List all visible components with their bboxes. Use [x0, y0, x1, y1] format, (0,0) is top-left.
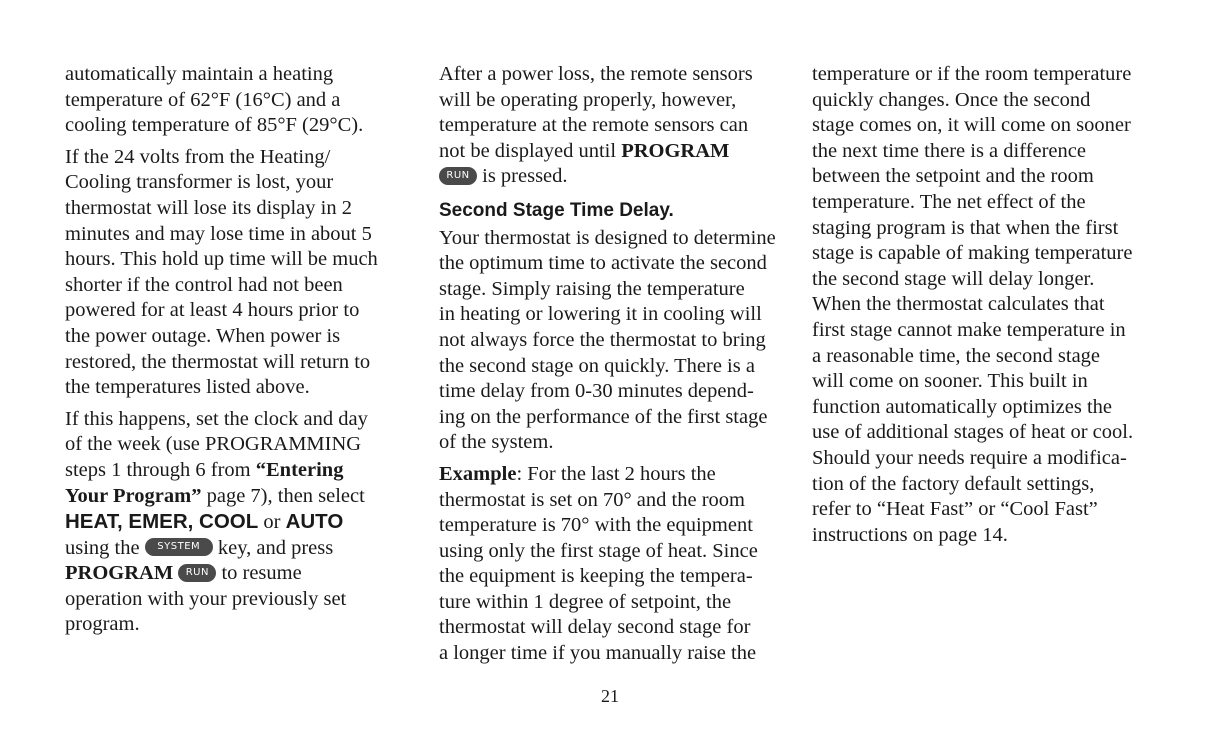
text-line: temperature is 70° with the equipment — [439, 514, 753, 537]
text-line: not always force the thermostat to bring — [439, 328, 766, 351]
text-line: temperature. The net effect of the — [812, 190, 1086, 213]
text-line: If this happens, set the clock and day — [65, 407, 368, 430]
text-line: temperature of 62°F (16°C) and a — [65, 88, 341, 111]
section-reference: “Entering — [255, 458, 344, 481]
column-right — [812, 62, 1172, 548]
text-run: is pressed. — [477, 165, 568, 188]
text-line: of the week (use PROGRAMMING — [65, 433, 362, 456]
text-line — [65, 509, 405, 536]
text-run: or — [258, 511, 286, 534]
text-line: thermostat is set on 70° and the room — [439, 488, 745, 511]
text-run: not be displayed until — [439, 139, 622, 162]
column-middle — [439, 62, 789, 667]
text-line: first stage cannot make temperature in — [812, 318, 1126, 341]
text-line — [65, 536, 405, 562]
text-line: Cooling transformer is lost, your — [65, 171, 334, 194]
text-line: using only the first stage of heat. Since — [439, 539, 758, 562]
text-run: using the — [65, 536, 145, 559]
text-line: Should your needs require a modifica- — [812, 446, 1127, 469]
paragraph-power-loss — [65, 145, 405, 401]
paragraph-reset-clock — [65, 407, 405, 638]
text-line — [439, 139, 789, 165]
text-line: After a power loss, the remote sensors — [439, 63, 753, 85]
text-line: tion of the factory default settings, — [812, 472, 1095, 495]
paragraph-stage-delay — [439, 226, 789, 456]
text-line: a reasonable time, the second stage — [812, 344, 1101, 367]
text-line: thermostat will lose its display in 2 — [65, 196, 352, 219]
text-line: the second stage will delay longer. — [812, 267, 1095, 290]
text-line: use of additional stages of heat or cool. — [812, 421, 1134, 444]
text-line — [439, 462, 789, 488]
text-line: stage is capable of making temperature — [812, 242, 1133, 265]
text-line: quickly changes. Once the second — [812, 88, 1091, 111]
paragraph-remote-sensors — [439, 62, 789, 190]
text-line: restored, the thermostat will return to — [65, 350, 371, 373]
program-label: PROGRAM — [65, 562, 174, 585]
text-line: minutes and may lose time in about 5 — [65, 222, 372, 245]
paragraph-maintain-temps — [65, 62, 405, 139]
text-line: automatically maintain a heating — [65, 63, 334, 85]
text-line: the equipment is keeping the tempera- — [439, 565, 753, 588]
page-number: 21 — [601, 686, 619, 706]
text-line: will be operating properly, however, — [439, 88, 737, 111]
text-line: the temperatures listed above. — [65, 376, 310, 399]
text-line: operation with your previously set — [65, 587, 347, 610]
mode-auto: AUTO — [285, 510, 344, 534]
example-label: Example — [439, 462, 517, 485]
text-line — [439, 164, 789, 190]
text-line: ing on the performance of the first stage — [439, 405, 768, 428]
text-line: stage comes on, it will come on sooner — [812, 114, 1131, 137]
paragraph-example — [439, 462, 789, 667]
text-run: key, and press — [212, 536, 334, 559]
mode-options: HEAT, EMER, COOL — [65, 510, 259, 534]
text-line: Your thermostat is designed to determine — [439, 226, 776, 249]
column-left — [65, 62, 405, 638]
text-line: When the thermostat calculates that — [812, 293, 1105, 316]
text-line: staging program is that when the first — [812, 216, 1119, 239]
text-line: hours. This hold up time will be much — [65, 248, 378, 271]
text-line: refer to “Heat Fast” or “Cool Fast” — [812, 498, 1098, 521]
text-line: function automatically optimizes the — [812, 395, 1113, 418]
text-line: of the system. — [439, 431, 554, 454]
text-run: steps 1 through 6 from — [65, 458, 256, 481]
text-line: ture within 1 degree of setpoint, the — [439, 590, 732, 613]
text-line: thermostat will delay second stage for — [439, 616, 751, 639]
run-key-icon: RUN — [439, 167, 477, 185]
text-line: will come on sooner. This built in — [812, 370, 1088, 393]
text-line: the optimum time to activate the second — [439, 252, 767, 275]
text-line: in heating or lowering it in cooling will — [439, 303, 762, 326]
section-heading: Second Stage Time Delay. — [439, 199, 674, 221]
text-line: program. — [65, 613, 140, 636]
text-line: the next time there is a difference — [812, 139, 1086, 162]
run-key-icon: RUN — [178, 564, 216, 582]
text-line: instructions on page 14. — [812, 523, 1008, 546]
text-line: temperature or if the room temperature — [812, 63, 1132, 85]
text-line: a longer time if you manually raise the — [439, 642, 757, 665]
text-line: stage. Simply raising the temperature — [439, 277, 745, 300]
text-line: shorter if the control had not been — [65, 273, 343, 296]
text-line — [65, 484, 405, 510]
text-line — [65, 561, 405, 587]
text-run: : For the last 2 hours the — [516, 462, 716, 485]
section-reference: Your Program” — [65, 484, 202, 507]
text-line — [65, 458, 405, 484]
text-run: to resume — [216, 562, 302, 585]
text-run: page 7), then select — [201, 484, 365, 507]
text-line: temperature at the remote sensors can — [439, 114, 749, 137]
system-key-icon: SYSTEM — [145, 538, 213, 556]
text-line: If the 24 volts from the Heating/ — [65, 145, 331, 168]
text-line: cooling temperature of 85°F (29°C). — [65, 114, 364, 137]
program-label: PROGRAM — [621, 139, 730, 162]
text-line: the second stage on quickly. There is a — [439, 354, 755, 377]
text-line: between the setpoint and the room — [812, 165, 1094, 188]
text-line: time delay from 0-30 minutes depend- — [439, 380, 754, 403]
text-line: the power outage. When power is — [65, 324, 341, 347]
text-line: powered for at least 4 hours prior to — [65, 299, 360, 322]
